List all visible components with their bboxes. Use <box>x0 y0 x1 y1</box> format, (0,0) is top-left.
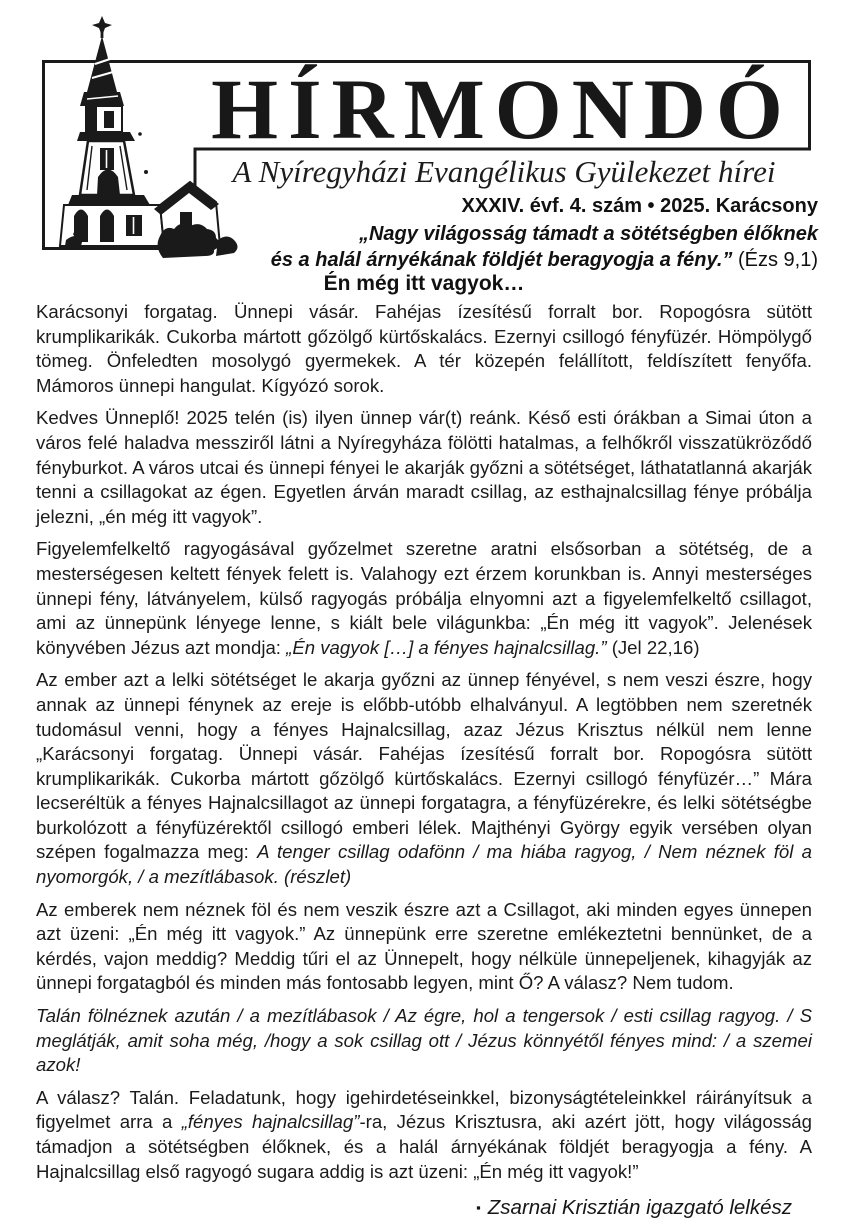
author-signature <box>36 1196 812 1220</box>
newsletter-title: HÍRMONDÓ <box>211 61 793 157</box>
newsletter-subtitle: A Nyíregyházi Evangélikus Gyülekezet hírei <box>232 154 776 189</box>
paragraph: Figyelemfelkeltő ragyogásával győzelmet szeretne aratni elsősorban a sötétség, de a mesterségesen keltett fények felett is. Valahogy ezt érzem korunkban is. Annyi mesterséges ünnepi fény, látványelem, külső ragyogás próbálja elnyomni azt a figyelemfelkeltő csillagot, ami az ünnepünk lényege lenne, s kiált bele világunkba: „Én még itt vagyok”. Jelenések könyvében Jézus azt mondja: „Én vagyok […] a fényes hajnalcsillag.” (Jel 22,16) <box>36 538 812 658</box>
paragraph: A válasz? Talán. Feladatunk, hogy igehirdetéseinkkel, bizonyságtételeinkkel ráirányítsuk a figyelmet arra a „fényes hajnalcsillag”-ra, Jézus Krisztusra, aki azért jött, hogy világosság támadjon a sötétségben élőknek, és a halál árnyékának földjét beragyogja a fény. A Hajnalcsillag első ragyogó sugara addig is azt üzeni: „Én még itt vagyok!” <box>36 1086 812 1182</box>
paragraphs-container <box>36 300 812 1184</box>
paragraph: Kedves Ünneplő! 2025 telén (is) ilyen ünnep vár(t) reánk. Késő esti órákban a Simai úton a város felé haladva messziről látni a Nyíregyháza fölötti hatalmas, a felhőkről visszatükröződő fényburkot. A város utcai és ünnepi fényei le akarják győzni a sötétséget, láthatatlanná akarják tenni a csillagokat az égen. Egyetlen árván maradt csillag, az esthajnalcsillag fénye próbálja jelezni, „én még itt vagyok”. <box>36 407 812 527</box>
article-body <box>36 300 812 1220</box>
paragraph: Karácsonyi forgatag. Ünnepi vásár. Fahéjas ízesítésű forralt bor. Ropogósra sütött krumplikarikák. Cukorba mártott gőzölgő kürtőskalács. Ezernyi csillogó fényfüzér. Hömpölygő tömeg. Önfeledten mosolygó gyermekek. A tér közepén felállított, feldíszített fenyőfa. Mámoros ünnepi hangulat. Kígyózó sorok. <box>36 301 812 396</box>
issue-line: XXXIV. évf. 4. szám • 2025. Karácsony <box>461 195 818 217</box>
scripture-quote-line1: „Nagy világosság támadt a sötétségben élőknek <box>358 223 818 245</box>
scripture-quote-line2: és a halál árnyékának földjét beragyogja a fény.” (Ézs 9,1) <box>270 248 818 271</box>
scripture-reference: (Ézs 9,1) <box>732 248 818 271</box>
article-title: Én még itt vagyok… <box>323 272 525 295</box>
signature-bullet-icon: ▪ <box>476 1200 481 1216</box>
signature-name: Zsarnai Krisztián igazgató lelkész <box>487 1196 792 1220</box>
paragraph: Az ember azt a lelki sötétséget le akarja győzni az ünnep fényével, s nem veszi észre, hogy annak az ünnepi fénynek az ereje is előbb-utóbb elhalványul. A legtöbben nem szeretnék tudomásul venni, hogy a fényes Hajnalcsillag, azaz Jézus Krisztus nélkül nem lenne „Karácsonyi forgatag. Ünnepi vásár. Fahéjas ízesítésű forralt bor. Ropogósra sütött krumplikarikák. Cukorba mártott gőzölgő kürtőskalács. Ezernyi csillogó fényfüzér…” Mára lecseréltük a fényes Hajnalcsillagot az ünnepi forgatagra, a fényfüzérekre, és lelki sötétségbe burkolózott a fényfüzérektől csillogó emberi lélek. Majthényi György egyik versében olyan szépen fogalmazza meg: A tenger csillag odafönn / ma hiába ragyog, / Nem néznek föl a nyomorgók, / a mezítlábasok. (részlet) <box>36 669 812 888</box>
scripture-quote <box>271 222 818 273</box>
paragraph: Az emberek nem néznek föl és nem veszik észre azt a Csillagot, aki minden egyes ünnepen azt üzeni: „Én még itt vagyok.” Az ünnepünk erre szeretne emlékeztetni bennünket, de a kérdés, vajon meddig? Meddig tűri el az Ünnepelt, hogy nélküle ünnepeljenek, kihagyják az ünnepi forgatagból és minden más fontosabb legyen, mint Ő? A válasz? Nem tudom. <box>36 898 812 994</box>
paragraph: Talán fölnéznek azután / a mezítlábasok / Az égre, hol a tengersok / esti csillag ragyog. / S meglátják, amit soha még, /hogy a sok csillag ott / Jézus könnyétől fényes mind: / a szemei azok! <box>36 1005 812 1076</box>
